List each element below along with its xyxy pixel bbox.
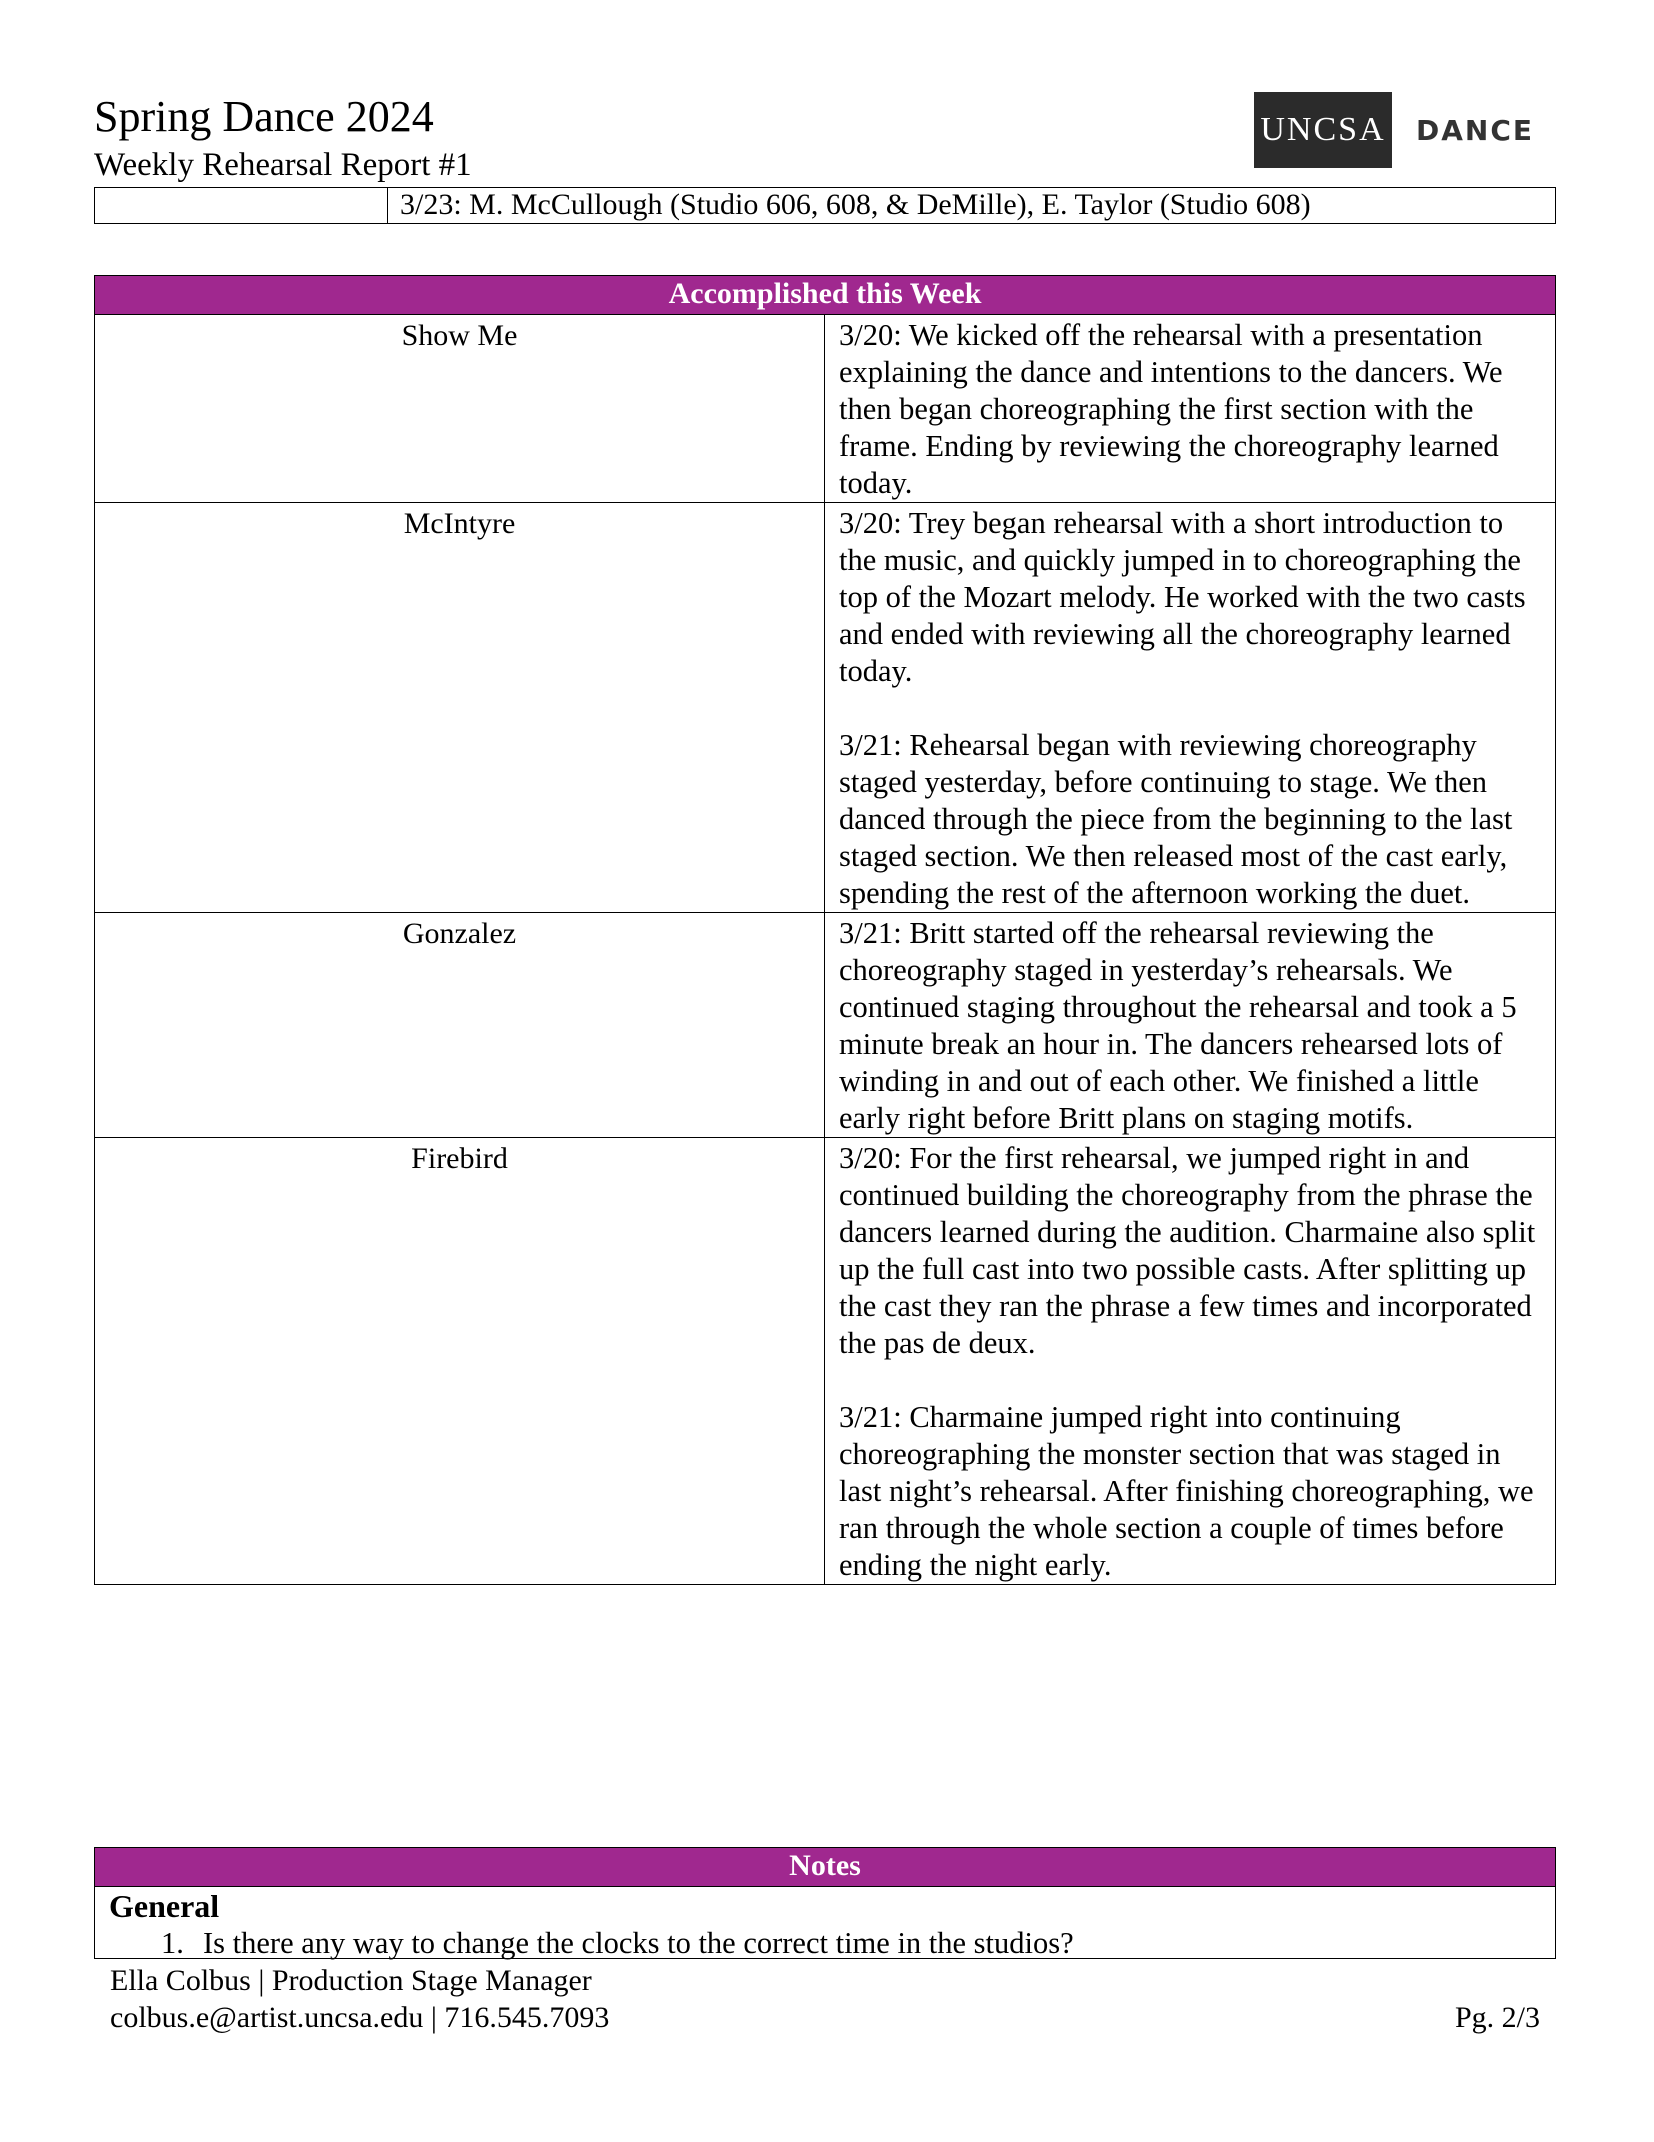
info-cell-text: 3/23: M. McCullough (Studio 606, 608, & DeMille), E. Taylor (Studio 608) <box>400 188 1311 221</box>
uncsa-dance-logo <box>1254 92 1534 168</box>
footer-name-line: Ella Colbus | Production Stage Manager <box>110 1964 592 1997</box>
piece-name: Gonzalez <box>95 913 825 1137</box>
info-table <box>94 187 1556 224</box>
note-paragraph: 3/20: For the first rehearsal, we jumped right in and continued building the choreography from the phrase the dancers learned during the audition. Charmaine also split up the full cast into two possible casts. After splitting up the cast they ran the phrase a few times and incorporated the pas de deux. <box>839 1141 1536 1360</box>
info-cell-empty <box>95 188 388 223</box>
list-item <box>95 1925 1555 1961</box>
notes-subheading: General <box>109 1888 220 1924</box>
table-row <box>95 1138 1555 1584</box>
notes-table <box>94 1847 1556 1959</box>
report-title: Spring Dance 2024 <box>94 92 434 141</box>
footer-contact-line: colbus.e@artist.uncsa.edu | 716.545.7093 <box>110 2001 610 2034</box>
note-paragraph: 3/21: Rehearsal began with reviewing choreography staged yesterday, before continuing to stage. We then danced through the piece from the beginning to the last staged section. We then released most of the cast early, spending the rest of the afternoon working the duet. <box>839 728 1513 910</box>
table-row <box>95 503 1555 913</box>
notes-heading: Notes <box>95 1848 1555 1887</box>
logo-mark: UNCSA <box>1254 92 1392 168</box>
piece-name: Show Me <box>95 315 825 502</box>
note-paragraph: 3/21: Charmaine jumped right into continuing choreographing the monster section that was staged in last night’s rehearsal. After finishing choreographing, we ran through the whole section a couple of times before ending the night early. <box>839 1400 1534 1582</box>
piece-notes <box>825 913 1555 1137</box>
accomplished-table <box>94 275 1556 1585</box>
note-paragraph: 3/21: Britt started off the rehearsal reviewing the choreography staged in yesterday’s rehearsals. We continued staging throughout the rehearsal and took a 5 minute break an hour in. The dancers rehearsed lots of winding in and out of each other. We finished a little early right before Britt plans on staging motifs. <box>839 916 1517 1135</box>
logo-department: DANCE <box>1416 113 1535 147</box>
list-text: Is there any way to change the clocks to the correct time in the studios? <box>203 1926 1074 1960</box>
accomplished-heading: Accomplished this Week <box>95 276 1555 315</box>
piece-name: Firebird <box>95 1138 825 1584</box>
note-paragraph: 3/20: Trey began rehearsal with a short introduction to the music, and quickly jumped in to choreographing the top of the Mozart melody. He worked with the two casts and ended with reviewing all the choreography learned today. <box>839 506 1526 688</box>
table-row <box>95 315 1555 503</box>
notes-list <box>95 1925 1555 1961</box>
table-row <box>95 913 1555 1138</box>
footer-contact <box>110 1962 609 2036</box>
piece-notes <box>825 1138 1555 1584</box>
list-number: 1. <box>161 1926 184 1960</box>
page-number: Pg. 2/3 <box>1454 2001 1540 2034</box>
report-subtitle: Weekly Rehearsal Report #1 <box>94 147 472 183</box>
piece-name: McIntyre <box>95 503 825 912</box>
note-paragraph: 3/20: We kicked off the rehearsal with a presentation explaining the dance and intentions to the dancers. We then began choreographing the first section with the frame. Ending by reviewing the choreography learned today. <box>839 318 1503 500</box>
piece-notes <box>825 315 1555 502</box>
piece-notes <box>825 503 1555 912</box>
